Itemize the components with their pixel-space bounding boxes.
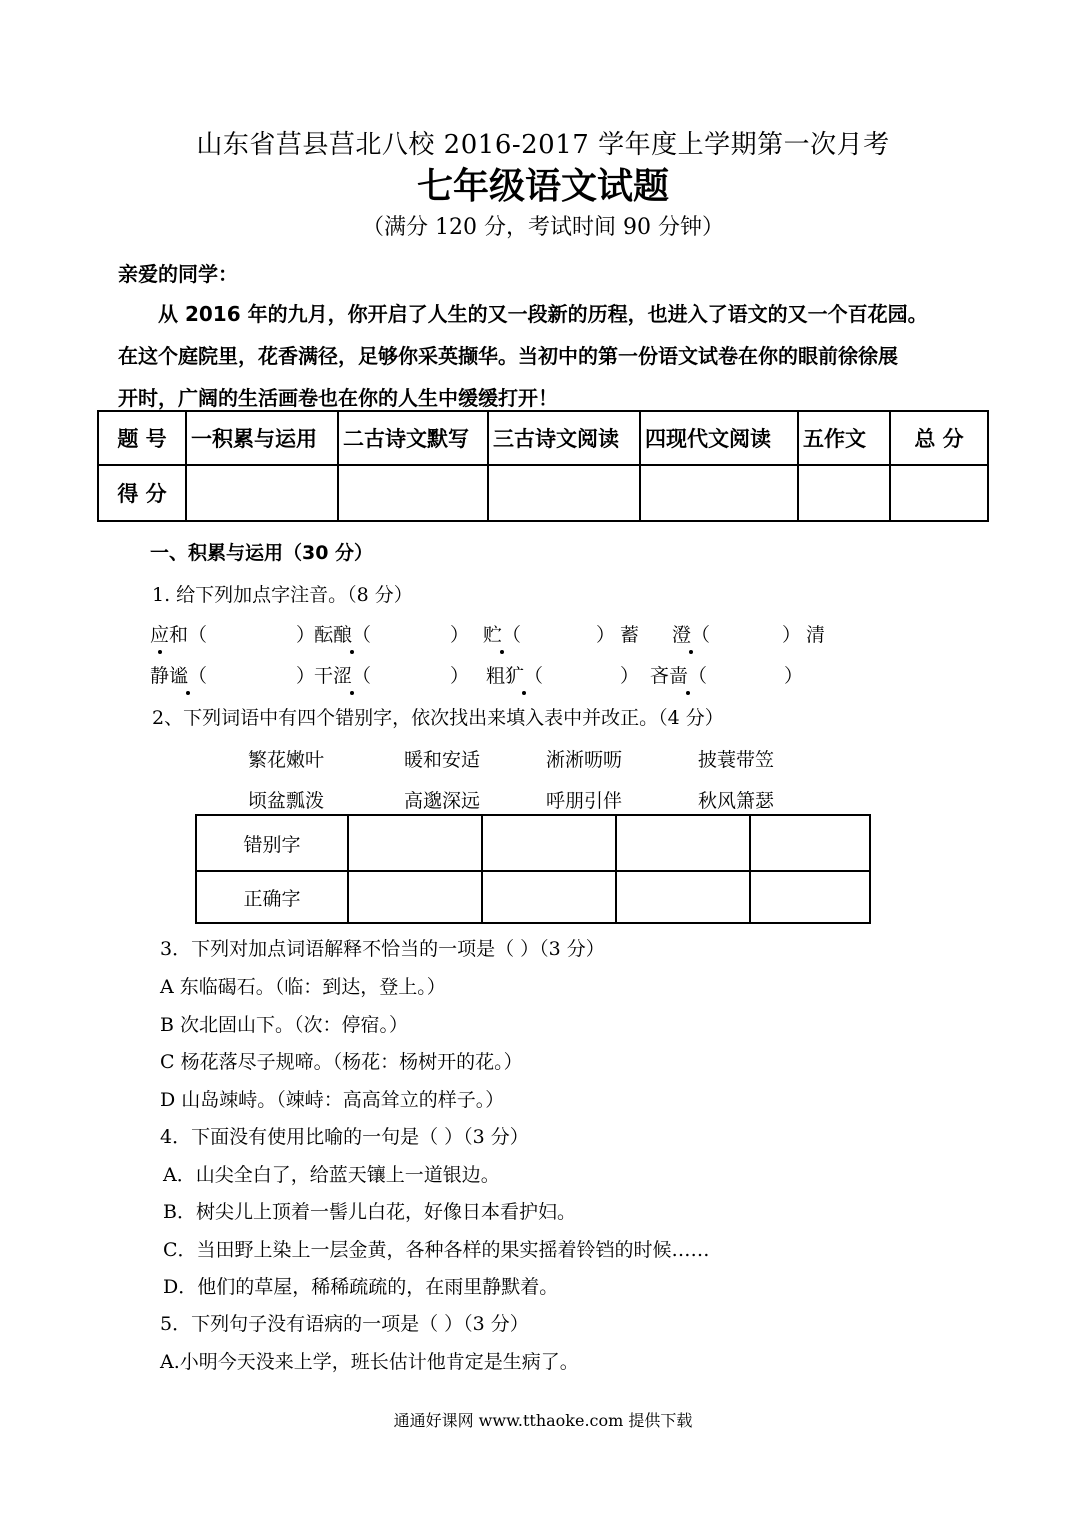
dotted-char: 酿（ <box>333 620 371 647</box>
q2-word: 披蓑带笠 <box>698 749 775 771</box>
q4-stem: 4．下面没有使用比喻的一句是（ ）（3 分） <box>160 1126 529 1148</box>
score-header-section-5: 五作文 <box>798 411 890 465</box>
score-cell[interactable] <box>640 465 798 521</box>
q2-answer-cell[interactable] <box>482 815 616 871</box>
score-cell[interactable] <box>488 465 640 521</box>
q2-word: 高邈深远 <box>404 790 481 812</box>
q2-answer-cell[interactable] <box>616 815 750 871</box>
q2-answer-cell[interactable] <box>750 815 870 871</box>
q3-stem: 3．下列对加点词语解释不恰当的一项是（ ）（3 分） <box>160 938 605 960</box>
score-header-label: 题 号 <box>98 411 186 465</box>
exam-subtitle: （满分 120 分，考试时间 90 分钟） <box>362 215 724 240</box>
dotted-char: 啬（ <box>669 661 707 688</box>
q2-row-label-correct: 正确字 <box>196 871 348 923</box>
q5-stem: 5．下列句子没有语病的一项是（ ）（3 分） <box>160 1313 529 1335</box>
score-header-section-3: 三古诗文阅读 <box>488 411 640 465</box>
intro-line-3: 开时，广阔的生活画卷也在你的人生中缓缓打开！ <box>118 386 558 410</box>
dotted-char: 犷（ <box>505 661 543 688</box>
q4-option-b: B．树尖儿上顶着一髻儿白花，好像日本看护妇。 <box>163 1201 576 1223</box>
q2-answer-cell[interactable] <box>482 871 616 923</box>
score-row-label: 得 分 <box>98 465 186 521</box>
exam-title: 七年级语文试题 <box>416 166 669 207</box>
greeting: 亲爱的同学： <box>118 262 238 286</box>
q3-option-d: D 山岛竦峙。（竦峙：高高耸立的样子。） <box>160 1089 505 1111</box>
q2-word: 繁花嫩叶 <box>248 749 325 771</box>
score-cell[interactable] <box>798 465 890 521</box>
dotted-char: 贮（ <box>483 620 521 647</box>
q5-option-a: A.小明今天没来上学，班长估计他肯定是生病了。 <box>160 1351 579 1373</box>
dotted-char: 应 <box>150 620 169 647</box>
dotted-char: 澄（ <box>672 620 710 647</box>
q2-answer-cell[interactable] <box>616 871 750 923</box>
exam-school-line: 山东省莒县莒北八校 2016-2017 学年度上学期第一次月考 <box>196 130 890 160</box>
score-cell[interactable] <box>338 465 488 521</box>
q2-word: 淅淅呖呖 <box>546 749 623 771</box>
q3-option-a: A 东临碣石。（临：到达，登上。） <box>160 976 446 998</box>
q3-option-b: B 次北固山下。（次：停宿。） <box>160 1014 409 1036</box>
section-1-heading: 一、积累与运用（30 分） <box>150 542 374 564</box>
q4-option-a: A．山尖全白了，给蓝天镶上一道银边。 <box>163 1164 500 1186</box>
score-cell[interactable] <box>890 465 988 521</box>
score-header-section-2: 二古诗文默写 <box>338 411 488 465</box>
q2-word: 呼朋引伴 <box>546 790 623 812</box>
q2-answer-cell[interactable] <box>348 815 482 871</box>
score-cell[interactable] <box>186 465 338 521</box>
q2-correction-table <box>195 814 871 924</box>
q2-answer-cell[interactable] <box>750 871 870 923</box>
score-header-total: 总 分 <box>890 411 988 465</box>
page-footer: 通通好课网 www.tthaoke.com 提供下载 <box>393 1411 693 1430</box>
score-header-section-4: 四现代文阅读 <box>640 411 798 465</box>
q2-row-label-wrong: 错别字 <box>196 815 348 871</box>
q3-option-c: C 杨花落尽子规啼。（杨花：杨树开的花。） <box>160 1051 523 1073</box>
score-header-section-1: 一积累与运用 <box>186 411 338 465</box>
dotted-char: 谧（ <box>169 661 207 688</box>
q2-word: 秋风箫瑟 <box>698 790 775 812</box>
q4-option-d: D．他们的草屋，稀稀疏疏的，在雨里静默着。 <box>163 1276 559 1298</box>
q2-word: 顷盆瓢泼 <box>248 790 325 812</box>
q2-answer-cell[interactable] <box>348 871 482 923</box>
q4-option-c: C．当田野上染上一层金黄，各种各样的果实摇着铃铛的时候…… <box>163 1239 710 1261</box>
q1-stem: 1. 给下列加点字注音。（8 分） <box>152 584 413 606</box>
dotted-char: 涩（ <box>333 661 371 688</box>
score-table <box>97 410 989 522</box>
intro-line-2: 在这个庭院里，花香满径，足够你采英撷华。当初中的第一份语文试卷在你的眼前徐徐展 <box>118 344 898 368</box>
q2-stem: 2、下列词语中有四个错别字，依次找出来填入表中并改正。（4 分） <box>152 707 724 729</box>
q2-word: 暖和安适 <box>404 749 481 771</box>
intro-line-1: 从 2016 年的九月，你开启了人生的又一段新的历程，也进入了语文的又一个百花园。 <box>158 302 928 326</box>
